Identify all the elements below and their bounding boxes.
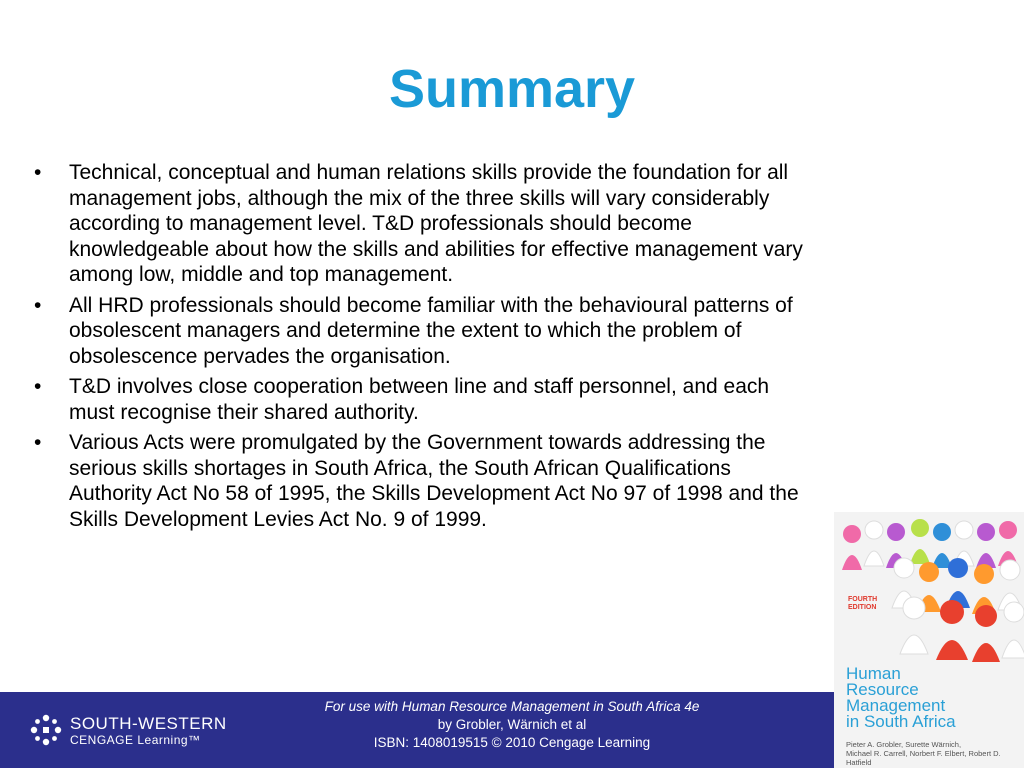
book-cover — [834, 512, 1024, 768]
bullet-item — [34, 374, 814, 425]
slide-title: Summary — [388, 59, 636, 119]
cover-title — [846, 666, 1016, 730]
bullet-icon: • — [34, 375, 42, 398]
cover-author-line: Michael R. Carrell, Norbert F. Elbert, Robert D. Hatfield — [846, 749, 1001, 767]
footer-bar — [0, 692, 834, 768]
cover-title-line: Management — [846, 696, 946, 715]
compass-star-icon — [28, 712, 64, 748]
cover-author-line: Pieter A. Grobler, Surette Wärnich, — [846, 740, 962, 749]
game-pawns-image — [834, 512, 1024, 662]
bullet-item — [34, 160, 814, 288]
cover-title-line: Resource — [846, 680, 919, 699]
cover-edition — [848, 596, 877, 612]
bullet-text: Various Acts were promulgated by the Government towards addressing the serious skills shortages in South Africa, the South African Qualifications Authority Act No 58 of 1995, the Skills Development Act No 97 of 1998 and the Skills Development Levies Act No. 9 of 1999. — [69, 431, 799, 531]
edition-line: EDITION — [848, 604, 877, 611]
bullet-text: All HRD professionals should become familiar with the behavioural patterns of obsolescent managers and determine the extent to which the problem of obsolescence pervades the organisation. — [69, 293, 793, 368]
bullet-icon: • — [34, 431, 42, 454]
bullet-icon: • — [34, 161, 42, 184]
bullet-text: T&D involves close cooperation between line and staff personnel, and each must recognise their shared authority. — [69, 375, 770, 424]
bullet-text: Technical, conceptual and human relations skills provide the foundation for all management jobs, although the mix of the three skills will vary considerably according to management level. T&D professionals should become knowledgeable about how the skills and abilities for effective management vary among low, middle and top management. — [69, 161, 803, 286]
cover-authors — [846, 740, 1022, 767]
edition-line: FOURTH — [848, 596, 878, 603]
bullet-item — [34, 430, 814, 532]
publisher-logo — [28, 712, 248, 748]
bullet-item — [34, 293, 814, 370]
credit-line: For use with Human Resource Management in South Africa 4e — [324, 699, 700, 714]
logo-sub-text: CENGAGE Learning™ — [70, 733, 201, 747]
logo-brand-text: SOUTH-WESTERN — [70, 714, 227, 733]
credit-line: ISBN: 1408019515 © 2010 Cengage Learning — [373, 735, 651, 750]
cover-title-line: Human — [846, 664, 901, 683]
cover-title-line: in South Africa — [846, 712, 956, 731]
bullet-icon: • — [34, 293, 42, 317]
credit-line: by Grobler, Wärnich et al — [437, 717, 587, 732]
bullet-list — [34, 160, 814, 537]
footer-credit — [270, 698, 754, 752]
